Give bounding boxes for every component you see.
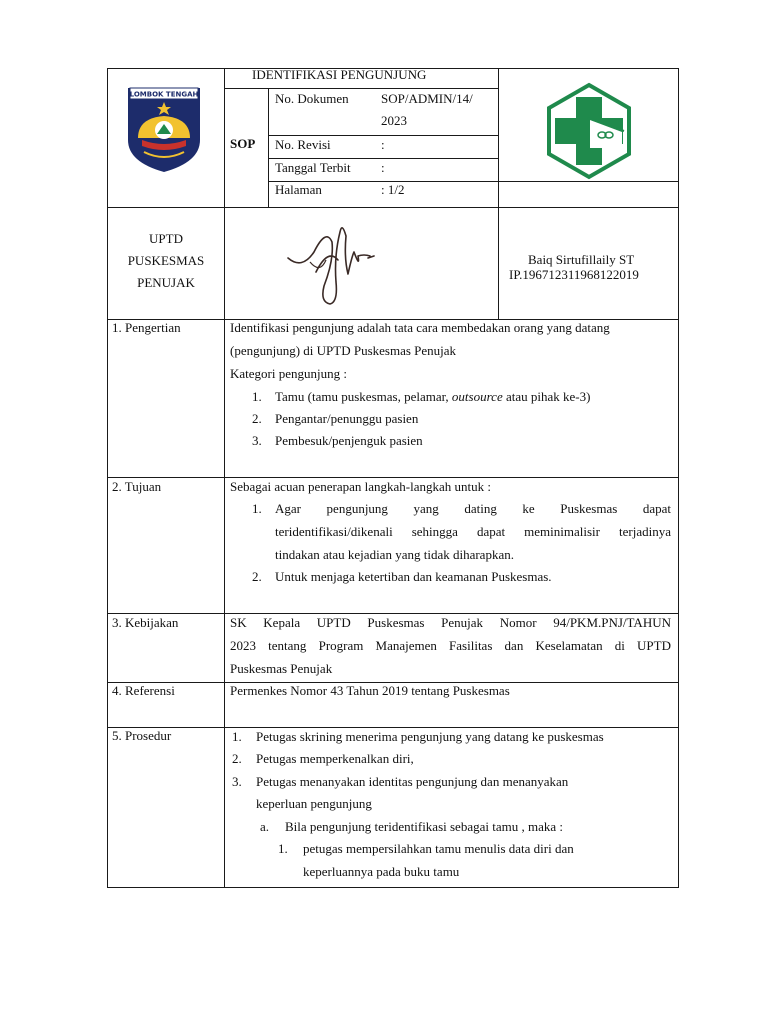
sub-list-letter: a.	[260, 819, 270, 834]
kebijakan-line: SK Kepala UPTD Puskesmas Penujak Nomor 94/PKM.PNJ/TAHUN	[230, 615, 671, 630]
table-border-left	[107, 68, 108, 888]
tujuan-label: 2. Tujuan	[112, 479, 162, 494]
section-rule	[107, 727, 679, 728]
list-item: Petugas memperkenalkan diri,	[256, 751, 414, 766]
kebijakan-label: 3. Kebijakan	[112, 615, 179, 630]
sub-list-item: Bila pengunjung teridentifikasi sebagai tamu , maka :	[285, 819, 563, 834]
page-label: Halaman	[275, 182, 322, 197]
list-number: 2.	[232, 751, 242, 766]
list-number: 2.	[252, 569, 262, 584]
list-item-cont: teridentifikasi/dikenali sehingga dapat meminimalisir terjadinya	[275, 524, 671, 539]
tujuan-intro: Sebagai acuan penerapan langkah-langkah untuk :	[230, 479, 491, 494]
revision-label: No. Revisi	[275, 137, 331, 152]
list-item-cont: tindakan atau kejadian yang tidak diharapkan.	[275, 547, 514, 562]
list-number: 1.	[252, 501, 262, 516]
list-item: Agar pengunjung yang dating ke Puskesmas dapat	[275, 501, 671, 516]
list-item: Petugas skrining menerima pengunjung yang datang ke puskesmas	[256, 729, 604, 744]
prosedur-label: 5. Prosedur	[112, 728, 172, 743]
list-item: Untuk menjaga ketertiban dan keamanan Puskesmas.	[275, 569, 552, 584]
pengertian-line: (pengunjung) di UPTD Puskesmas Penujak	[230, 343, 457, 358]
signer-nip: IP.196712311968122019	[509, 267, 639, 282]
document-title: IDENTIFIKASI PENGUNJUNG	[252, 67, 427, 82]
sop-label: SOP	[230, 136, 256, 151]
section-rule	[107, 613, 679, 614]
revision-value: :	[381, 137, 385, 152]
doc-number-value: SOP/ADMIN/14/	[381, 91, 473, 106]
list-item-cont: keperluan pengunjung	[256, 796, 372, 811]
row-rule	[268, 158, 498, 159]
list-item: Pembesuk/penjenguk pasien	[275, 433, 423, 448]
list-number: 3.	[252, 433, 262, 448]
table-border-bottom	[107, 887, 679, 888]
lombok-tengah-emblem-icon	[124, 82, 204, 174]
puskesmas-logo-icon	[540, 82, 638, 180]
list-number: 2.	[252, 411, 262, 426]
org-line-uptd: UPTD	[149, 231, 183, 246]
title-rule	[224, 88, 498, 89]
doc-number-year: 2023	[381, 113, 407, 128]
sub-sub-list-item-cont: keperluannya pada buku tamu	[303, 864, 460, 879]
issue-date-label: Tanggal Terbit	[275, 160, 351, 175]
org-line-penujak: PENUJAK	[137, 275, 195, 290]
row-rule	[268, 181, 678, 182]
list-item: Tamu (tamu puskesmas, pelamar, outsource atau pihak ke-3)	[275, 389, 591, 404]
pengertian-line: Identifikasi pengunjung adalah tata cara membedakan orang yang datang	[230, 320, 610, 335]
list-number: 1.	[232, 729, 242, 744]
label-column-divider	[224, 68, 225, 888]
page-value: : 1/2	[381, 182, 405, 197]
signature-icon	[280, 212, 380, 310]
signer-name: Baiq Sirtufillaily ST	[528, 252, 635, 267]
table-border-right	[678, 68, 679, 888]
pengertian-label: 1. Pengertian	[112, 320, 181, 335]
sub-sub-list-item: petugas mempersilahkan tamu menulis data diri dan	[303, 841, 574, 856]
kebijakan-line: Puskesmas Penujak	[230, 661, 333, 676]
kebijakan-line: 2023 tentang Program Manajemen Fasilitas dan Keselamatan di UPTD	[230, 638, 671, 653]
emblem-banner-text: LOMBOK TENGAH	[129, 90, 199, 99]
list-item: Petugas menanyakan identitas pengunjung dan menanyakan	[256, 774, 569, 789]
list-number: 1.	[278, 841, 288, 856]
sop-column-divider	[268, 88, 269, 208]
referensi-text: Permenkes Nomor 43 Tahun 2019 tentang Puskesmas	[230, 683, 510, 698]
referensi-label: 4. Referensi	[112, 683, 175, 698]
pengertian-line: Kategori pengunjung :	[230, 366, 347, 381]
row-rule	[268, 135, 498, 136]
list-number: 1.	[252, 389, 262, 404]
section-rule	[107, 477, 679, 478]
list-number: 3.	[232, 774, 242, 789]
org-line-puskesmas: PUSKESMAS	[127, 253, 205, 268]
list-item: Pengantar/penunggu pasien	[275, 411, 419, 426]
header-bottom-rule	[107, 207, 679, 208]
issue-date-value: :	[381, 160, 385, 175]
logo-column-divider	[498, 68, 499, 320]
doc-number-label: No. Dokumen	[275, 91, 349, 106]
